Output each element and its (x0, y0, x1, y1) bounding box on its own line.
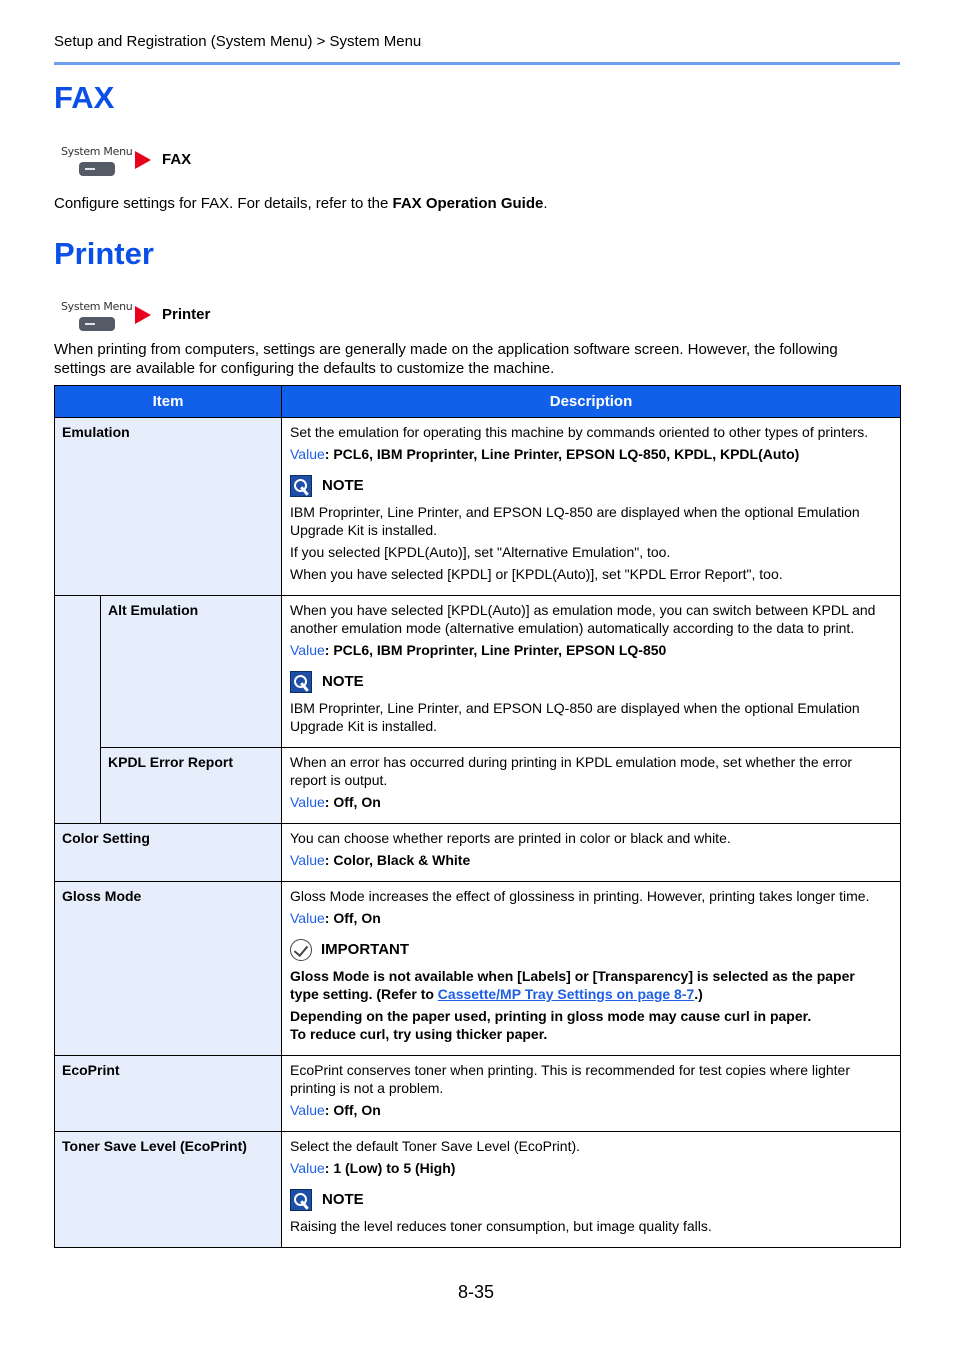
printer-nav-path (59, 300, 359, 336)
page-number: 8-35 (458, 1282, 495, 1302)
desc-alt-emulation (282, 596, 901, 748)
note-title: NOTE (322, 673, 364, 690)
note-line: Upgrade Kit is installed. (290, 718, 438, 734)
value-line: Value: Off, On (290, 1102, 381, 1118)
note-line: Upgrade Kit is installed. (290, 522, 438, 538)
important-text (290, 1007, 892, 1043)
value-label: Value (290, 642, 325, 658)
note-icon (290, 475, 312, 497)
desc-line: When an error has occurred during printing in KPDL emulation mode, set whether the error (290, 754, 853, 770)
fax-nav-target: FAX (162, 151, 192, 168)
important-heading (290, 939, 892, 961)
important-check-icon (290, 939, 312, 961)
important-line: To reduce curl, try using thicker paper. (290, 1026, 548, 1042)
value-line: Value: PCL6, IBM Proprinter, Line Printer, EPSON LQ-850, KPDL, KPDL(Auto) (290, 446, 800, 462)
value-label: Value (290, 446, 325, 462)
value-line: Value: Off, On (290, 910, 381, 926)
note-text (290, 699, 892, 735)
header-rule (54, 62, 900, 65)
printer-nav-target: Printer (162, 306, 211, 323)
item-alt-emulation: Alt Emulation (101, 596, 282, 748)
desc-color-setting (282, 824, 901, 882)
table-row (55, 418, 901, 596)
fax-desc-text: Configure settings for FAX. For details, refer to the (54, 195, 393, 212)
desc-line: another emulation mode (alternative emulation) automatically according to the data to print. (290, 620, 855, 636)
desc-emulation (282, 418, 901, 596)
table-row (55, 748, 901, 824)
important-line-suffix: .) (694, 986, 703, 1002)
desc-ecoprint (282, 1056, 901, 1132)
item-emulation: Emulation (55, 418, 282, 596)
value-text: Off, On (333, 910, 381, 926)
printer-settings-table (54, 385, 901, 1248)
note-line: IBM Proprinter, Line Printer, and EPSON LQ-850 are displayed when the optional Emulation (290, 504, 860, 520)
value-text: 1 (Low) to 5 (High) (333, 1160, 456, 1176)
desc-gloss-mode (282, 882, 901, 1056)
breadcrumb: Setup and Registration (System Menu) > System Menu (54, 33, 422, 50)
desc-toner-save-level (282, 1132, 901, 1248)
printer-intro-line: When printing from computers, settings are generally made on the application software screen. However, the following (54, 341, 838, 358)
desc-line: report is output. (290, 772, 388, 788)
arrow-right-icon (135, 306, 151, 324)
important-title: IMPORTANT (321, 941, 410, 958)
item-gloss-mode: Gloss Mode (55, 882, 282, 1056)
value-label: Value (290, 852, 325, 868)
important-text (290, 967, 892, 1003)
system-menu-key-label: System Menu (61, 300, 133, 313)
printer-section-title: Printer (54, 236, 154, 271)
value-text: PCL6, IBM Proprinter, Line Printer, EPSON LQ-850 (333, 642, 667, 658)
value-text: Off, On (333, 1102, 381, 1118)
desc-text (290, 1061, 892, 1097)
fax-desc-suffix: . (543, 195, 548, 212)
value-line: Value: Color, Black & White (290, 852, 471, 868)
note-heading (290, 475, 892, 497)
value-line: Value: Off, On (290, 794, 381, 810)
system-menu-key-label: System Menu (61, 145, 133, 158)
note-text: When you have selected [KPDL] or [KPDL(Auto)], set "KPDL Error Report", too. (290, 566, 783, 582)
note-title: NOTE (322, 477, 364, 494)
note-text (290, 503, 892, 539)
fax-guide-reference: FAX Operation Guide (392, 195, 544, 212)
table-row (55, 1056, 901, 1132)
item-color-setting: Color Setting (55, 824, 282, 882)
item-kpdl-error-report: KPDL Error Report (101, 748, 282, 824)
value-label: Value (290, 910, 325, 926)
value-line: Value: 1 (Low) to 5 (High) (290, 1160, 456, 1176)
printer-intro (54, 340, 904, 378)
system-menu-key-icon (79, 162, 115, 176)
table-header-row (55, 386, 901, 418)
item-ecoprint: EcoPrint (55, 1056, 282, 1132)
note-heading (290, 1189, 892, 1211)
note-icon (290, 671, 312, 693)
emulation-group-indent (55, 596, 101, 824)
important-line: type setting. (Refer to (290, 986, 438, 1002)
note-icon (290, 1189, 312, 1211)
desc-line: When you have selected [KPDL(Auto)] as emulation mode, you can switch between KPDL and (290, 602, 876, 618)
desc-text: Gloss Mode increases the effect of glossiness in printing. However, printing takes longer time. (290, 888, 870, 904)
arrow-right-icon (135, 151, 151, 169)
important-line: Depending on the paper used, printing in gloss mode may cause curl in paper. (290, 1008, 812, 1024)
desc-text (290, 601, 892, 637)
value-label: Value (290, 1160, 325, 1176)
value-label: Value (290, 1102, 325, 1118)
table-row (55, 596, 901, 748)
value-text: Off, On (333, 794, 381, 810)
system-menu-key-icon (79, 317, 115, 331)
fax-section-title: FAX (54, 80, 115, 115)
desc-kpdl-error-report (282, 748, 901, 824)
table-row (55, 882, 901, 1056)
item-toner-save-level: Toner Save Level (EcoPrint) (55, 1132, 282, 1248)
printer-intro-line: settings are available for configuring the defaults to customize the machine. (54, 360, 555, 377)
note-line: IBM Proprinter, Line Printer, and EPSON LQ-850 are displayed when the optional Emulation (290, 700, 860, 716)
fax-nav-path (59, 145, 359, 181)
header-item: Item (55, 386, 282, 418)
desc-line: printing is not a problem. (290, 1080, 444, 1096)
note-text: If you selected [KPDL(Auto)], set "Alternative Emulation", too. (290, 544, 671, 560)
note-heading (290, 671, 892, 693)
important-line: Gloss Mode is not available when [Labels] or [Transparency] is selected as the paper (290, 968, 855, 984)
table-row (55, 1132, 901, 1248)
value-text: PCL6, IBM Proprinter, Line Printer, EPSON LQ-850, KPDL, KPDL(Auto) (333, 446, 800, 462)
note-text: Raising the level reduces toner consumption, but image quality falls. (290, 1218, 712, 1234)
fax-description (54, 194, 904, 213)
note-title: NOTE (322, 1191, 364, 1208)
value-label: Value (290, 794, 325, 810)
header-description: Description (282, 386, 901, 418)
value-text: Color, Black & White (333, 852, 471, 868)
table-row (55, 824, 901, 882)
desc-text: Select the default Toner Save Level (EcoPrint). (290, 1138, 581, 1154)
desc-text: You can choose whether reports are printed in color or black and white. (290, 830, 731, 846)
desc-text (290, 753, 892, 789)
cassette-mp-tray-settings-link[interactable]: Cassette/MP Tray Settings on page 8-7 (437, 986, 695, 1002)
value-line: Value: PCL6, IBM Proprinter, Line Printer, EPSON LQ-850 (290, 642, 667, 658)
desc-line: EcoPrint conserves toner when printing. This is recommended for test copies where lighter (290, 1062, 851, 1078)
desc-text: Set the emulation for operating this machine by commands oriented to other types of printers. (290, 424, 869, 440)
